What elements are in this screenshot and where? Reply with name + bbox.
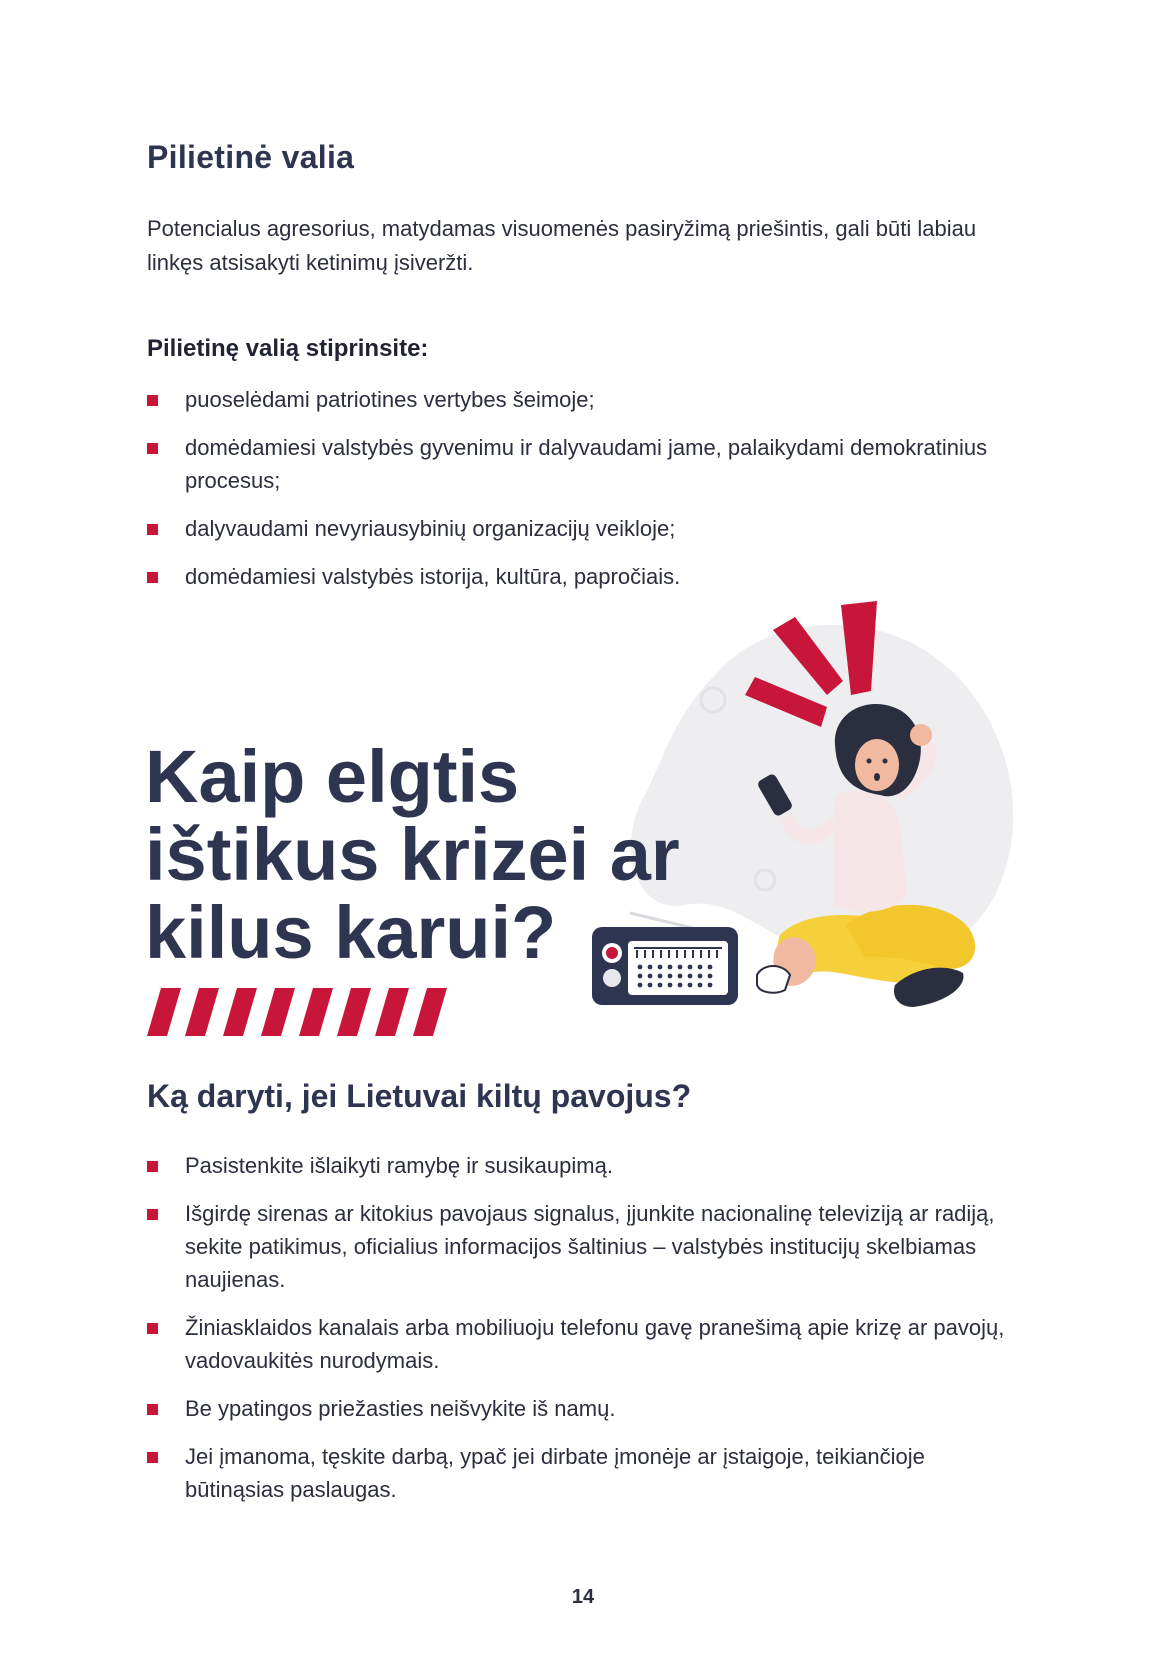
- bullet-icon: [147, 524, 158, 535]
- list-item: dalyvaudami nevyriausybinių organizacijų veikloje;: [147, 512, 1027, 545]
- bullet-icon: [147, 1452, 158, 1463]
- civil-will-list: [147, 383, 1027, 608]
- page-number: 14: [571, 1586, 595, 1608]
- headline-line: ištikus krizei ar: [145, 813, 680, 896]
- question-title: Ką daryti, jei Lietuvai kiltų pavojus?: [147, 1078, 692, 1114]
- list-item: puoselėdami patriotines vertybes šeimoje;: [147, 383, 1027, 416]
- headline: [145, 735, 765, 974]
- list-item: Žiniasklaidos kanalais arba mobiliuoju telefonu gavę pranešimą apie krizę ar pavojų, vadovaukitės nurodymais.: [147, 1311, 1027, 1377]
- list-item: Be ypatingos priežasties neišvykite iš namų.: [147, 1392, 1027, 1425]
- section-subhead: Pilietinę valią stiprinsite:: [147, 335, 429, 362]
- bullet-icon: [147, 1209, 158, 1220]
- headline-line: Kaip elgtis: [145, 735, 520, 818]
- section-intro: Potencialus agresorius, matydamas visuomenės pasiryžimą priešintis, gali būti labiau linkęs atsisakyti ketinimų įsiveržti.: [147, 216, 977, 275]
- headline-line: kilus karui?: [145, 891, 557, 974]
- list-item: Jei įmanoma, tęskite darbą, ypač jei dirbate įmonėje ar įstaigoje, teikiančioje būtinąsias paslaugas.: [147, 1440, 1027, 1506]
- list-item: Išgirdę sirenas ar kitokius pavojaus signalus, įjunkite nacionalinę televiziją ar radiją, sekite patikimus, oficialius informacijos šaltinius – valstybės institucijų skelbiamas naujienas.: [147, 1197, 1027, 1296]
- bullet-icon: [147, 443, 158, 454]
- bullet-icon: [147, 395, 158, 406]
- bullet-icon: [147, 1161, 158, 1172]
- bullet-icon: [147, 1404, 158, 1415]
- list-item: domėdamiesi valstybės gyvenimu ir dalyvaudami jame, palaikydami demokratinius procesus;: [147, 431, 1027, 497]
- stripes-decoration: [147, 988, 467, 1036]
- list-item: domėdamiesi valstybės istorija, kultūra, papročiais.: [147, 560, 1027, 593]
- list-item: Pasistenkite išlaikyti ramybę ir susikaupimą.: [147, 1149, 1027, 1182]
- crisis-actions-list: [147, 1149, 1027, 1521]
- bullet-icon: [147, 1323, 158, 1334]
- bullet-icon: [147, 572, 158, 583]
- section-title: Pilietinė valia: [147, 139, 355, 175]
